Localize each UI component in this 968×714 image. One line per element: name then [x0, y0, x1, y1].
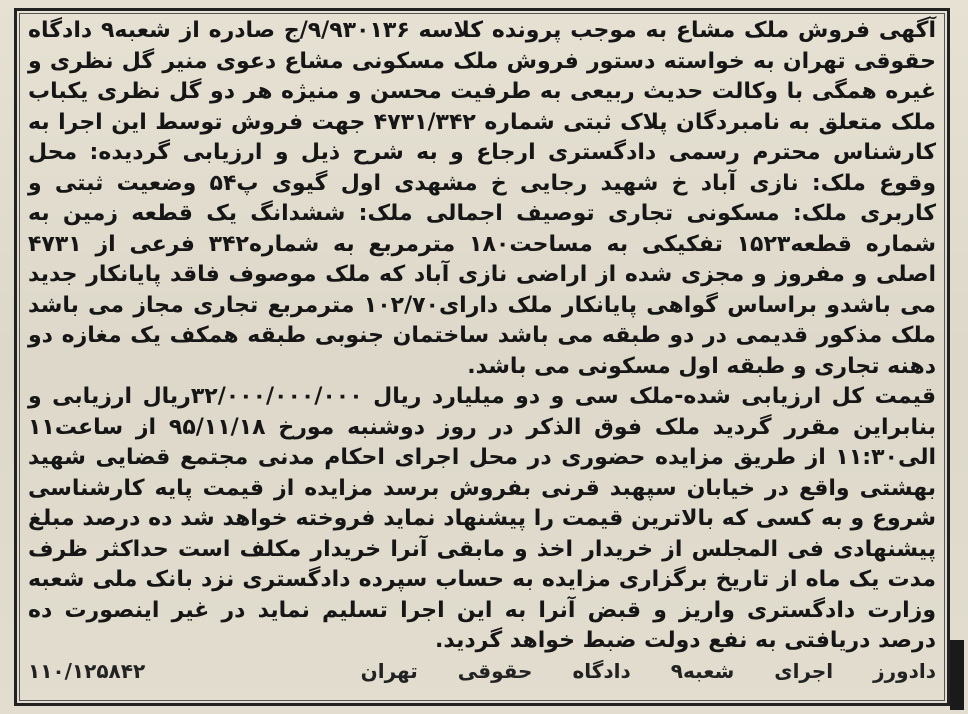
signature-line	[361, 659, 936, 683]
notice-paragraph-2: قیمت کل ارزیابی شده-ملک سی و دو میلیارد ریال ۳۲/۰۰۰/۰۰۰/۰۰۰ریال ارزیابی و بنابراین مقرر گردید ملک فوق الذکر در روز دوشنبه مورخ ۹۵/۱۱/۱۸ از ساعت۱۱ الی۱۱:۳۰ از طریق مزایده حضوری در محل اجرای احکام مدنی مجتمع قضایی شهید بهشتی واقع در خیابان سپهبد قرنی بفروش برسد مزایده از قیمت پایه کارشناسی شروع و به کسی که بالاترین قیمت را پیشنهاد نماید فروخته خواهد شد ده درصد مبلغ پیشنهادی فی المجلس از خریدار اخذ و مابقی آنرا خریدار مکلف است حداکثر ظرف مدت یک ماه از تاریخ برگزاری مزایده به حساب سپرده دادگستری نزد بانک ملی شعبه وزارت دادگستری واریز و قبض آنرا به این اجرا تسلیم نماید در غیر اینصورت ده درصد دریافتی به نفع دولت ضبط خواهد گردید.	[28, 384, 936, 653]
signature-branch: شعبه۹	[670, 658, 735, 683]
notice-footer	[28, 659, 936, 683]
auction-notice	[28, 16, 936, 683]
signature-court: دادگاه	[572, 658, 631, 683]
reference-number: ۱۱۰/۱۲۵۸۴۲	[28, 658, 146, 683]
notice-paragraph-1: آگهی فروش ملک مشاع به موجب پرونده کلاسه ۹/۹۳۰۱۳۶/ج صادره از شعبه۹ دادگاه حقوقی تهران به خواسته دستور فروش ملک مسکونی مشاع دعوی منیر گل نظری و غیره همگی با وکالت حدیث ربیعی به طرفیت محسن و منیژه هر دو گل نظری یکباب ملک متعلق به نامبردگان پلاک ثبتی شماره ۴۷۳۱/۳۴۲ جهت فروش توسط این اجرا به کارشناس محترم رسمی دادگستری ارجاع و به شرح ذیل و ارزیابی گردیده: محل وقوع ملک: نازی آباد خ شهید رجایی خ مشهدی اول گیوی پ۵۴ وضعیت ثبتی و کاربری ملک: مسکونی تجاری توصیف اجمالی ملک: ششدانگ یک قطعه زمین به شماره قطعه۱۵۲۳ تفکیکی به مساحت۱۸۰ مترمربع به شماره۳۴۲ فرعی از ۴۷۳۱ اصلی و مفروز و مجزی شده از اراضی نازی آباد که ملک موصوف فاقد پایانکار جدید می باشدو براساس گواهی پایانکار ملک دارای۱۰۲/۷۰ مترمربع تجاری مجاز می باشد ملک مذکور قدیمی در دو طبقه می باشد ساختمان جنوبی طبقه همکف یک مغازه دو دهنه تجاری و طبقه اول مسکونی می باشد.	[28, 18, 937, 379]
clipping-edge-mark	[950, 640, 964, 710]
signature-city: تهران	[360, 658, 418, 683]
signature-civil: حقوقی	[457, 658, 533, 683]
signature-officer: دادورز	[873, 658, 936, 683]
signature-execution: اجرای	[774, 658, 834, 683]
